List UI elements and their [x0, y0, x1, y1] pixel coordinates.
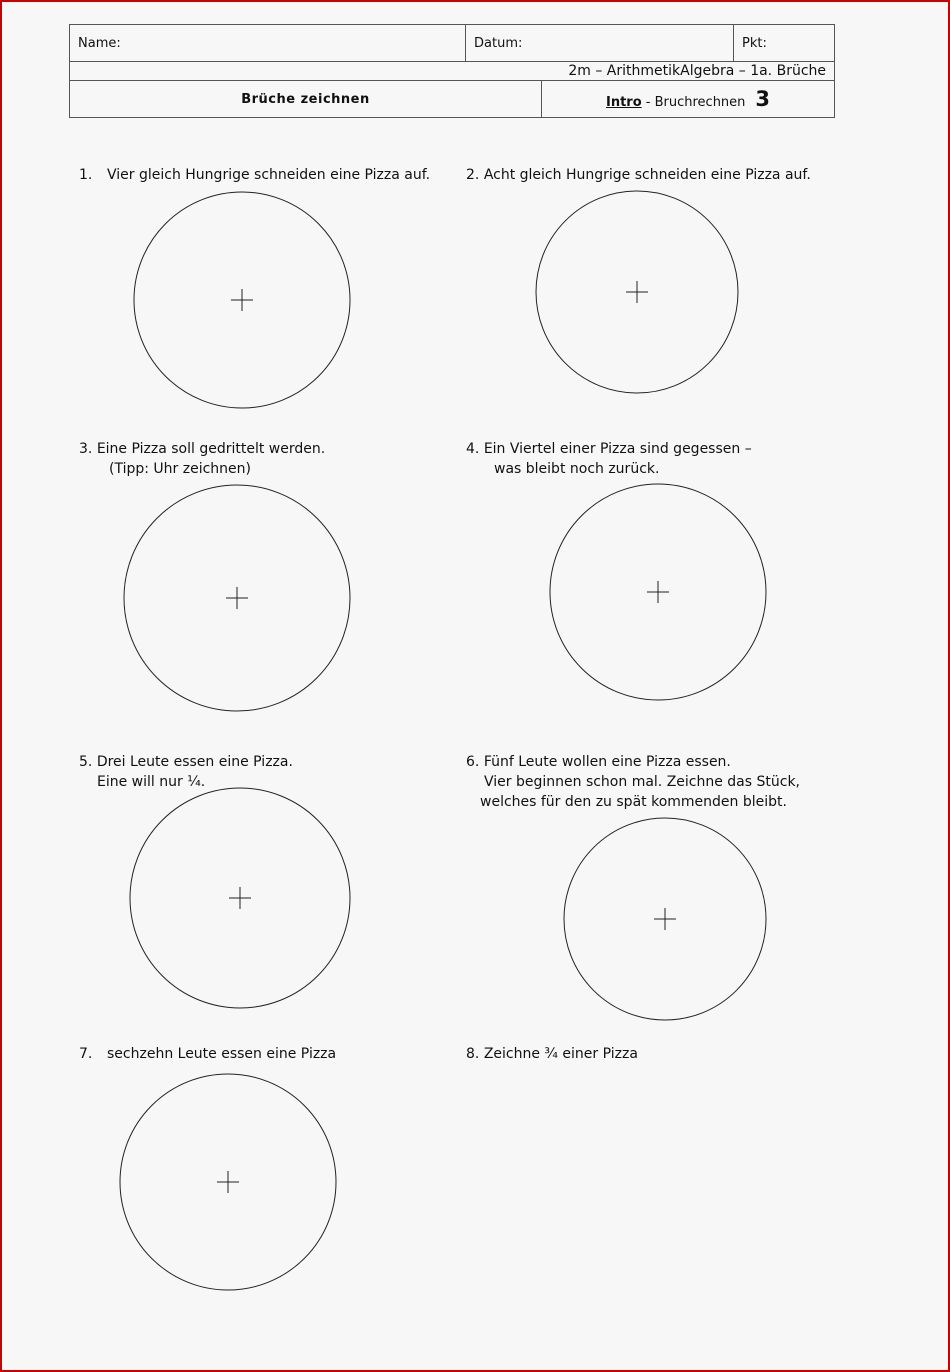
name-field: Name:	[70, 25, 466, 62]
task-text: Ein Viertel einer Pizza sind gegessen –	[483, 441, 752, 457]
task-text: Vier beginnen schon mal. Zeichne das Stück,	[484, 774, 801, 790]
task-text: Zeichne ¾ einer Pizza	[483, 1046, 638, 1062]
task-number: 2.	[466, 167, 480, 183]
task-text: Acht gleich Hungrige schneiden eine Pizza auf.	[483, 167, 811, 183]
task-text: welches für den zu spät kommenden bleibt.	[480, 794, 787, 810]
course-line: 2m – ArithmetikAlgebra – 1a. Brüche	[70, 62, 835, 81]
task-text: Drei Leute essen eine Pizza.	[96, 754, 293, 770]
task-number: 3.	[79, 441, 93, 457]
task-text: Eine will nur ¼.	[97, 774, 206, 790]
task-text: Eine Pizza soll gedrittelt werden.	[96, 441, 326, 457]
task-text: was bleibt noch zurück.	[494, 461, 660, 477]
task-number: 5.	[79, 754, 93, 770]
pizza-circle-2[interactable]	[536, 191, 738, 393]
task-text: (Tipp: Uhr zeichnen)	[109, 461, 251, 477]
points-field: Pkt:	[734, 25, 835, 62]
page-title: Brüche zeichnen	[70, 81, 542, 118]
pizza-circle-5[interactable]	[130, 788, 350, 1008]
task-number: 7.	[79, 1046, 93, 1062]
pizza-circle-4[interactable]	[550, 484, 766, 700]
task-text: sechzehn Leute essen eine Pizza	[107, 1046, 337, 1062]
pizza-circle-6[interactable]	[564, 818, 766, 1020]
task-number: 8.	[466, 1046, 480, 1062]
date-field: Datum:	[466, 25, 734, 62]
sheet-number: 3	[755, 87, 771, 111]
pizza-circle-3[interactable]	[124, 485, 350, 711]
task-number: 1.	[79, 167, 93, 183]
task-number: 4.	[466, 441, 480, 457]
pizza-drawings	[2, 2, 948, 1370]
subtitle-rest: - Bruchrechnen	[641, 95, 746, 110]
subtitle-intro: Intro	[605, 95, 642, 110]
task-text: Fünf Leute wollen eine Pizza essen.	[483, 754, 731, 770]
pizza-circle-7[interactable]	[120, 1074, 336, 1290]
task-text: Vier gleich Hungrige schneiden eine Pizza auf.	[107, 167, 431, 183]
task-number: 6.	[466, 754, 480, 770]
pizza-circle-1[interactable]	[134, 192, 350, 408]
